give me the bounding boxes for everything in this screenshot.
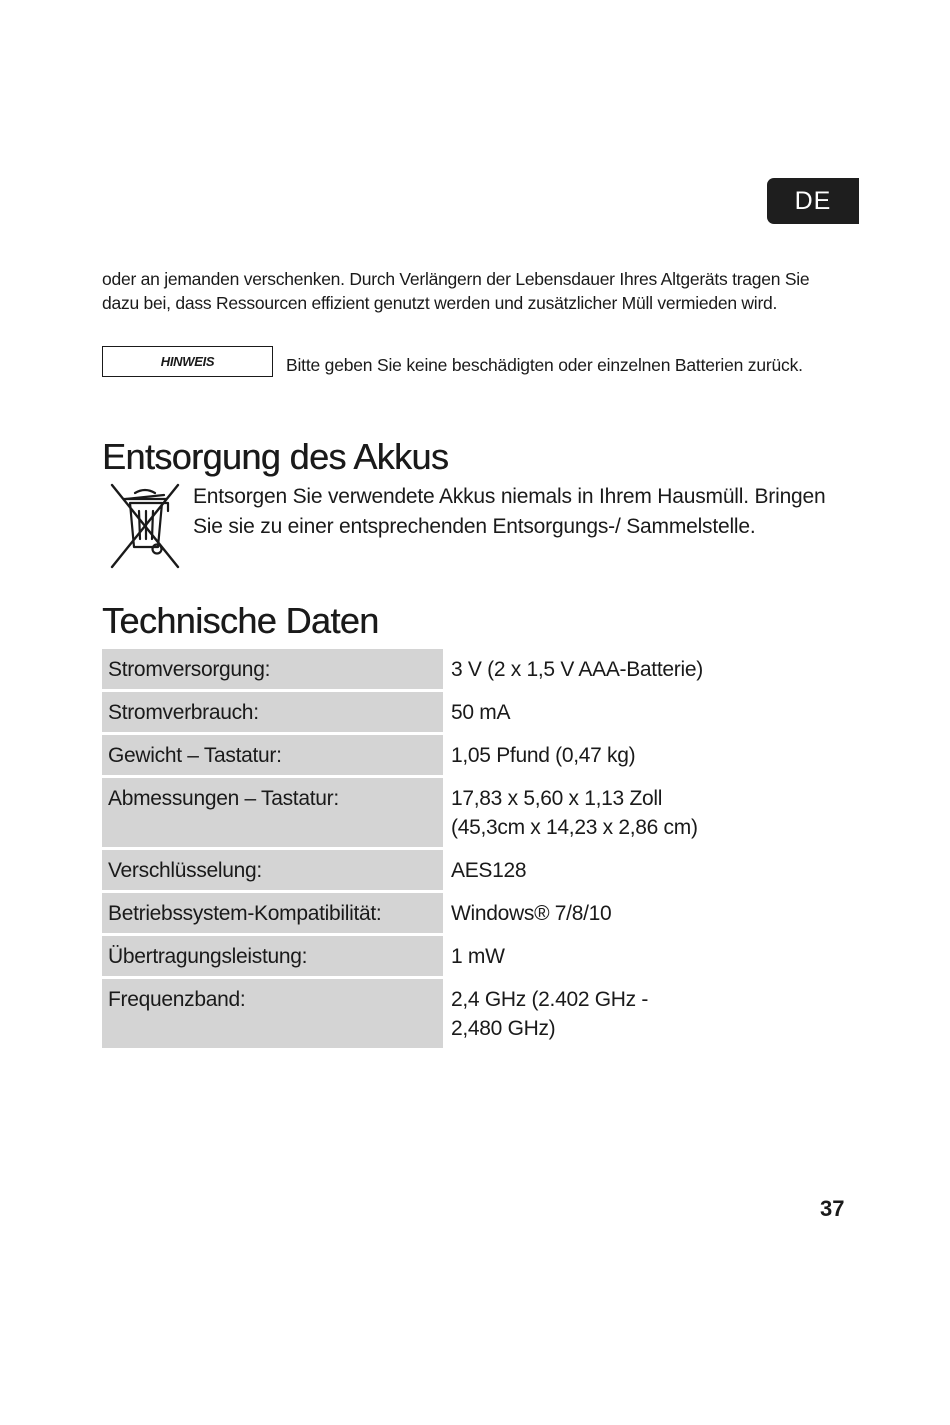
spec-value: Windows® 7/8/10 xyxy=(451,902,612,925)
spec-value: 1 mW xyxy=(451,945,505,968)
note-label: HINWEIS xyxy=(102,346,273,377)
spec-label: Gewicht – Tastatur: xyxy=(102,735,443,775)
spec-label: Abmessungen – Tastatur: xyxy=(102,778,443,847)
table-row xyxy=(102,778,752,847)
spec-value: 2,4 GHz (2.402 GHz - 2,480 GHz) xyxy=(451,988,649,1040)
table-row xyxy=(102,735,752,775)
table-row xyxy=(102,850,752,890)
specifications-table xyxy=(102,649,752,1051)
spec-label: Frequenzband: xyxy=(102,979,443,1048)
table-row xyxy=(102,649,752,689)
crossed-out-wheelie-bin-icon xyxy=(108,481,182,571)
spec-label: Verschlüsselung: xyxy=(102,850,443,890)
heading-technical-data: Technische Daten xyxy=(102,600,379,641)
spec-label: Stromverbrauch: xyxy=(102,692,443,732)
language-tab: DE xyxy=(767,178,859,224)
spec-label: Übertragungsleistung: xyxy=(102,936,443,976)
table-row xyxy=(102,936,752,976)
spec-label: Stromversorgung: xyxy=(102,649,443,689)
note-text: Bitte geben Sie keine beschädigten oder einzelnen Batterien zurück. xyxy=(286,355,803,375)
heading-disposal: Entsorgung des Akkus xyxy=(102,436,449,477)
page-number: 37 xyxy=(820,1196,845,1221)
spec-value: 17,83 x 5,60 x 1,13 Zoll (45,3cm x 14,23 x 2,86 cm) xyxy=(451,787,698,839)
spec-label: Betriebssystem-Kompatibilität: xyxy=(102,893,443,933)
spec-value: 1,05 Pfund (0,47 kg) xyxy=(451,744,636,767)
disposal-text: Entsorgen Sie verwendete Akkus niemals in Ihrem Hausmüll. Bringen Sie sie zu einer entsprechenden Entsorgungs-/ Sammelstelle. xyxy=(193,485,826,538)
table-row xyxy=(102,893,752,933)
spec-value: 50 mA xyxy=(451,701,511,724)
intro-paragraph: oder an jemanden verschenken. Durch Verlängern der Lebensdauer Ihres Altgeräts tragen Sie dazu bei, dass Ressourcen effizient genutzt werden und zusätzlicher Müll vermieden wird. xyxy=(102,269,810,313)
spec-value: AES128 xyxy=(451,859,527,882)
table-row xyxy=(102,979,752,1048)
table-row xyxy=(102,692,752,732)
spec-value: 3 V (2 x 1,5 V AAA-Batterie) xyxy=(451,658,703,681)
